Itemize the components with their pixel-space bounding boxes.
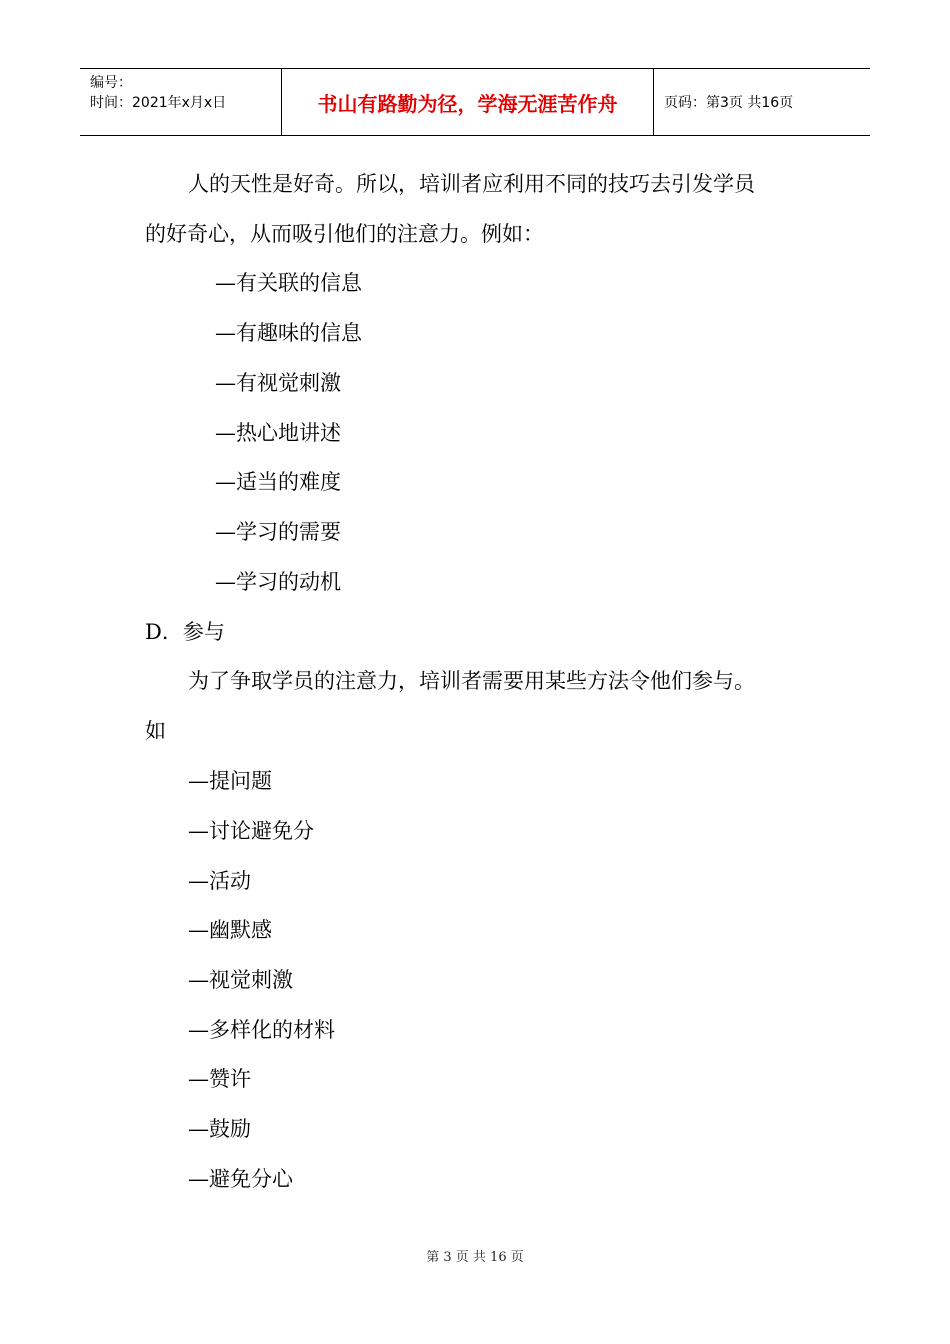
participation-line-2: 如 xyxy=(145,719,166,743)
page-footer: 第 3 页 共 16 页 xyxy=(426,1250,524,1265)
curiosity-list-item: —有视觉刺激 xyxy=(215,371,341,395)
participation-list-item: —提问题 xyxy=(188,769,272,793)
section-d-heading: D．参与 xyxy=(145,620,225,644)
curiosity-list-item: —适当的难度 xyxy=(215,470,341,494)
header-time-label: 时间：2021年x月x日 xyxy=(90,95,227,111)
participation-line-1: 为了争取学员的注意力，培训者需要用某些方法令他们参与。 xyxy=(188,669,755,693)
participation-list-item: —避免分心 xyxy=(188,1167,293,1191)
header-meta-cell xyxy=(80,69,282,135)
participation-list-item: —视觉刺激 xyxy=(188,968,293,992)
curiosity-list-item: —有趣味的信息 xyxy=(215,321,362,345)
document-header xyxy=(80,68,870,136)
intro-line-2: 的好奇心，从而吸引他们的注意力。例如： xyxy=(145,222,544,246)
participation-list-item: —活动 xyxy=(188,869,251,893)
participation-list-item: —幽默感 xyxy=(188,918,272,942)
participation-list-item: —多样化的材料 xyxy=(188,1018,335,1042)
participation-list-item: —讨论避免分 xyxy=(188,819,314,843)
curiosity-list-item: —有关联的信息 xyxy=(215,271,362,295)
intro-line-1: 人的天性是好奇。所以，培训者应利用不同的技巧去引发学员 xyxy=(188,172,755,196)
curiosity-list-item: —学习的动机 xyxy=(215,570,341,594)
participation-list-item: —鼓励 xyxy=(188,1117,251,1141)
curiosity-list-item: —热心地讲述 xyxy=(215,421,341,445)
participation-list-item: —赞许 xyxy=(188,1067,251,1091)
curiosity-list-item: —学习的需要 xyxy=(215,520,341,544)
header-number-label: 编号： xyxy=(90,75,132,91)
header-motto: 书山有路勤为径，学海无涯苦作舟 xyxy=(282,69,654,135)
header-page-info: 页码：第3页 共16页 xyxy=(664,95,794,111)
